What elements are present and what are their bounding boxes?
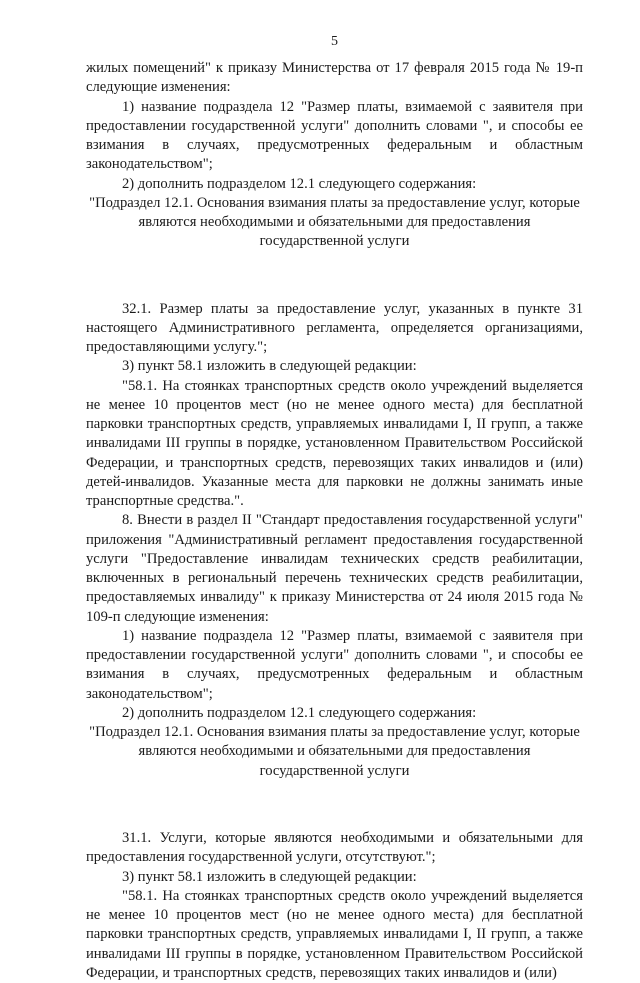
subsection-heading: "Подраздел 12.1. Основания взимания платы за предоставление услуг, которые являются необходимыми и обязательными для предоставления государственной услуги bbox=[89, 724, 580, 779]
blank-line bbox=[86, 796, 583, 815]
paragraph: 2) дополнить подразделом 12.1 следующего содержания: bbox=[122, 704, 477, 721]
page-number: 5 bbox=[331, 34, 338, 49]
paragraph: 32.1. Размер платы за предоставление услуг, указанных в пункте 31 настоящего Административного регламента, определяется организациями, предоставляющими услугу."; bbox=[86, 300, 583, 356]
paragraph: "58.1. На стоянках транспортных средств около учреждений выделяется не менее 10 процентов мест (но не менее одного места) для бесплатной парковки транспортных средств, управляемых инвалидами I, II групп, а также инвалидами III группы в порядке, установленном Правительством Российской Федерации, и транспортных средств, перевозящих таких инвалидов и (или) детей-инвалидов. Указанные места для парковки не должны занимать иные транспортные средства.". bbox=[86, 377, 583, 510]
paragraph: 8. Внести в раздел II "Стандарт предоставления государственной услуги" приложения "Административный регламент предоставления государственной услуги "Предоставление инвалидам технических средств реабилитации, включенных в региональный перечень технических средств реабилитации, предоставляемых инвалиду" к приказу Министерства от 24 июля 2015 года № 109-п следующие изменения: bbox=[86, 512, 583, 625]
paragraph: 2) дополнить подразделом 12.1 следующего содержания: bbox=[122, 175, 477, 192]
subsection-heading: "Подраздел 12.1. Основания взимания платы за предоставление услуг, которые являются необходимыми и обязательными для предоставления государственной услуги bbox=[89, 194, 580, 250]
document-body bbox=[86, 59, 583, 983]
paragraph: 1) название подраздела 12 "Размер платы, взимаемой с заявителя при предоставлении государственной услуги" дополнить словами ", и способы ее взимания в случаях, предусмотренных федеральным и областным законодательством"; bbox=[86, 627, 583, 702]
paragraph: 3) пункт 58.1 изложить в следующей редакции: bbox=[122, 358, 417, 375]
paragraph: жилых помещений" к приказу Министерства от 17 февраля 2015 года № 19-п следующие изменения: bbox=[86, 60, 583, 96]
paragraph: 31.1. Услуги, которые являются необходимыми и обязательными для предоставления государственной услуги, отсутствуют."; bbox=[86, 830, 583, 866]
paragraph: 3) пункт 58.1 изложить в следующей редакции: bbox=[122, 868, 417, 885]
paragraph: 1) название подраздела 12 "Размер платы, взимаемой с заявителя при предоставлении государственной услуги" дополнить словами ", и способы ее взимания в случаях, предусмотренных федеральным и областным законодательством"; bbox=[86, 98, 583, 173]
blank-line bbox=[86, 266, 583, 285]
paragraph: "58.1. На стоянках транспортных средств около учреждений выделяется не менее 10 процентов мест (но не менее одного места) для бесплатной парковки транспортных средств, управляемых инвалидами I, II групп, а также инвалидами III группы в порядке, установленном Правительством Российской Федерации, и транспортных средств, перевозящих таких инвалидов и (или) bbox=[86, 887, 583, 981]
